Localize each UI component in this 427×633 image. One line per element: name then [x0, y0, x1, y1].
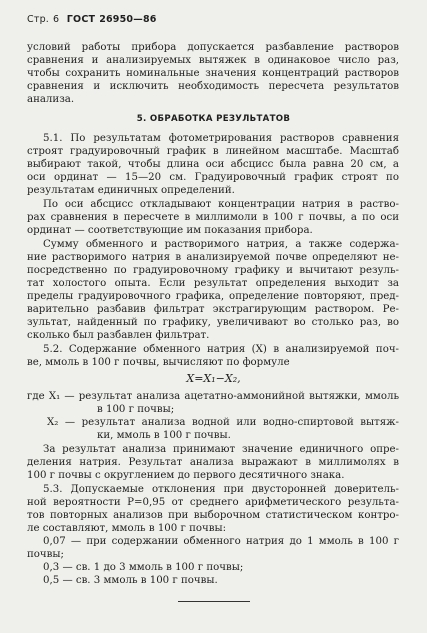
text-line: в 100 г почвы;	[97, 404, 175, 415]
text-line: зультат, найденный по графику, увеличивают во столько раз, во	[27, 317, 399, 328]
text-line: По оси абсцисс откладывают концентрации натрия в раство-	[43, 199, 399, 210]
text-line: сравнения и анализируемых вытяжек в одинаковое число раз,	[27, 55, 399, 66]
text-line: сколько был разбавлен фильтрат.	[27, 330, 210, 341]
text-line: За результат анализа принимают значение единичного опре-	[43, 444, 399, 455]
text-line: почвы;	[27, 549, 64, 560]
text-line: анализа.	[27, 94, 75, 105]
text-line: результатам единичных определений.	[27, 185, 235, 196]
text-line: ве, ммоль в 100 г почвы, вычисляют по формуле	[27, 357, 290, 368]
text-line: строят градуировочный график в линейном масштабе. Масштаб	[27, 146, 399, 157]
standard-number: 26950—86	[99, 14, 157, 25]
text-line: рах сравнения в пересчете в миллимоли в 100 г почвы, а по оси	[27, 212, 399, 223]
page-label: Стр.	[27, 14, 50, 25]
text-line: пределы градуировочного графика, определение повторяют, пред-	[27, 291, 399, 302]
text-line: 0,5 — св. 3 ммоль в 100 г почвы.	[43, 575, 218, 586]
text-line: выбирают такой, чтобы длина оси абсцисс была равна 20 см, а	[27, 159, 399, 170]
text-line: 0,07 — при содержании обменного натрия до 1 ммоль в 100 г	[43, 536, 399, 547]
end-rule	[178, 601, 250, 602]
text-line: X₂ — результат анализа водной или водно-спиртовой вытяж-	[47, 417, 399, 428]
page-number: 6	[53, 14, 60, 25]
text-line: 5.3. Допускаемые отклонения при двусторонней доверитель-	[43, 484, 399, 495]
text-line: 5.1. По результатам фотометрирования растворов сравнения	[43, 133, 399, 144]
section-heading: 5. ОБРАБОТКА РЕЗУЛЬТАТОВ	[136, 114, 291, 124]
text-line: оси ординат — 15—20 см. Градуировочный график строят по	[27, 172, 399, 183]
text-line: сравнения и исключить необходимость пересчета результатов	[27, 81, 399, 92]
text-line: ной вероятности P=0,95 от среднего арифметического результа-	[27, 497, 399, 508]
text-line: ле составляют, ммоль в 100 г почвы:	[27, 523, 227, 534]
text-line: варительно разбавив фильтрат экстрагирующим раствором. Ре-	[27, 304, 399, 315]
text-line: ординат — соответствующие им показания прибора.	[27, 225, 313, 236]
text-line: посредственно по градуировочному графику и вычитают резуль-	[27, 265, 399, 276]
text-line: где X₁ — результат анализа ацетатно-аммонийной вытяжки, ммоль	[27, 391, 399, 402]
text-line: ки, ммоль в 100 г почвы.	[97, 430, 231, 441]
formula: X=X₁−X₂,	[186, 372, 241, 385]
text-line: ние растворимого натрия в анализируемой почве определяют не-	[27, 252, 399, 263]
page-header	[27, 14, 157, 25]
standard-name: ГОСТ	[66, 14, 96, 25]
text-line: тов повторных анализов при выборочном статистическом контро-	[27, 510, 399, 521]
text-line: 100 г почвы с округлением до первого десятичного знака.	[27, 470, 345, 481]
text-line: условий работы прибора допускается разбавление растворов	[27, 42, 399, 53]
text-line: чтобы сохранить номинальные значения концентраций растворов	[27, 68, 399, 79]
text-line: деления натрия. Результат анализа выражают в миллимолях в	[27, 457, 399, 468]
text-line: 0,3 — св. 1 до 3 ммоль в 100 г почвы;	[43, 562, 244, 573]
text-line: Сумму обменного и растворимого натрия, а также содержа-	[43, 239, 399, 250]
text-line: тат холостого опыта. Если результат определения выходит за	[27, 278, 399, 289]
text-line: 5.2. Содержание обменного натрия (X) в анализируемой поч-	[43, 344, 399, 355]
